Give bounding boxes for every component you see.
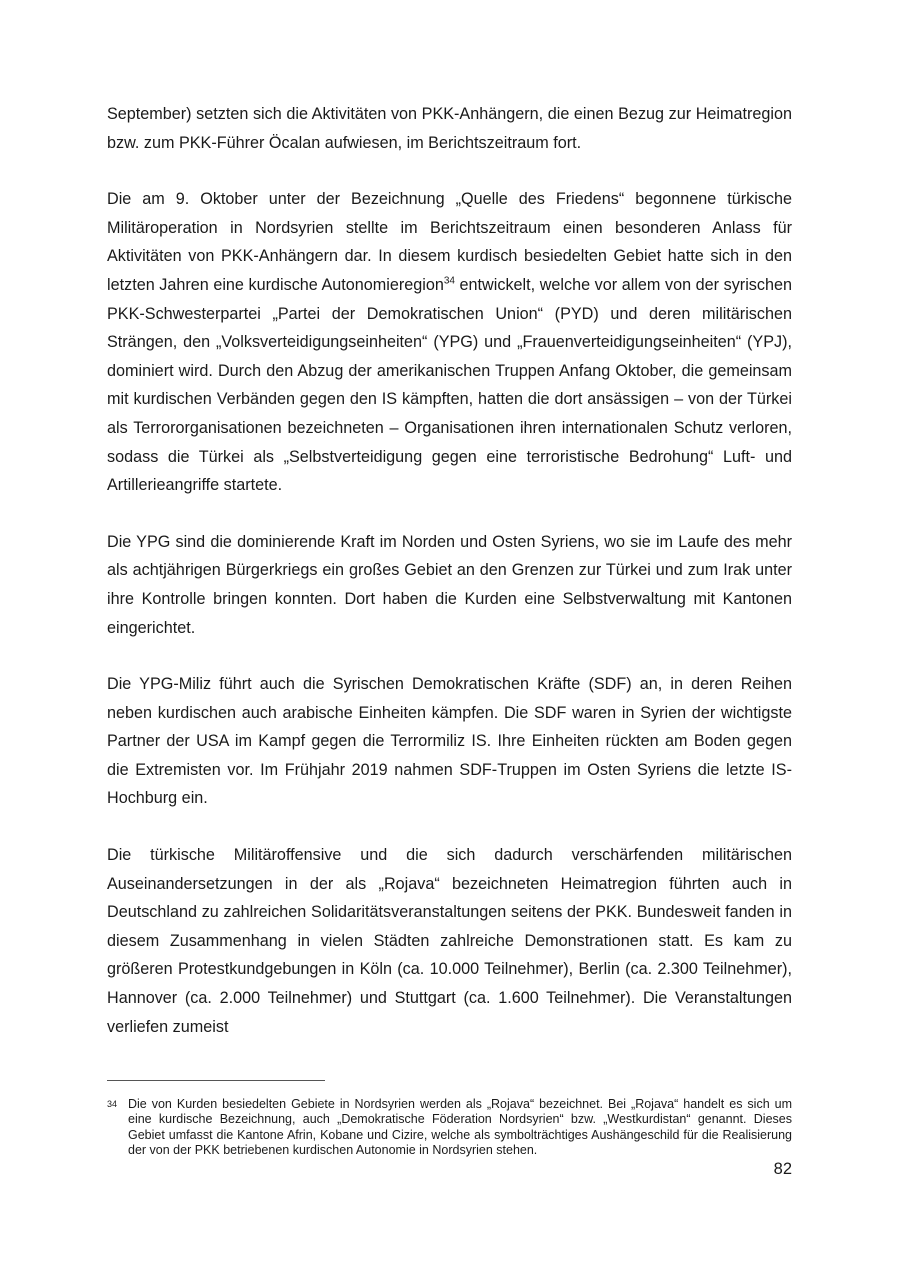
page-body <box>107 100 792 1069</box>
page-number: 82 <box>773 1160 792 1178</box>
footnote-reference[interactable]: 34 <box>443 275 455 287</box>
paragraph-2-text-before-ref: Die am 9. Oktober unter der Bezeichnung „Quelle des Friedens“ begonnene türkische Militäroperation in Nordsyrien stellte im Berichtszeitraum einen besonderen Anlass für Aktivitäten von PKK-Anhängern dar. In diesem kurdisch besiedelten Gebiet hatte sich in den letzten Jahren eine kurdische Autonomieregion <box>107 190 792 294</box>
paragraph-1: September) setzten sich die Aktivitäten von PKK-Anhängern, die einen Bezug zur Heimatregion bzw. zum PKK-Führer Öcalan aufwiesen, im Berichtszeitraum fort. <box>107 105 792 152</box>
paragraph-3: Die YPG sind die dominierende Kraft im Norden und Osten Syriens, wo sie im Laufe des mehr als achtjährigen Bürgerkriegs ein großes Gebiet an den Grenzen zur Türkei und zum Irak unter ihre Kontrolle bringen konnten. Dort haben die Kurden eine Selbstverwaltung mit Kantonen eingerichtet. <box>107 532 792 637</box>
footnote-text: Die von Kurden besiedelten Gebiete in Nordsyrien werden als „Rojava“ bezeichnet. Bei „Rojava“ handelt es sich um eine kurdische Bezeichnung, auch „Demokratische Föderation Nordsyrien“ bzw. „Westkurdistan“ genannt. Dieses Gebiet umfasst die Kantone Afrin, Kobane und Cizire, welche als symbolträchtiges Aushängeschild für die Realisierung der von der PKK betriebenen kurdischen Autonomie in Nordsyrien stehen. <box>128 1097 792 1158</box>
paragraph-2 <box>107 185 792 500</box>
paragraph-2-text-after-ref: entwickelt, welche vor allem von der syrischen PKK-Schwesterpartei „Partei der Demokratischen Union“ (PYD) und deren militärischen Strängen, den „Volksverteidigungseinheiten“ (YPG) und „Frauenverteidigungseinheiten“ (YPJ), dominiert wird. Durch den Abzug der amerikanischen Truppen Anfang Oktober, die gemeinsam mit kurdischen Verbänden gegen den IS kämpften, hatten die dort ansässigen – von der Türkei als Terrororganisationen bezeichneten – Organisationen ihren internationalen Schutz verloren, sodass die Türkei als „Selbstverteidigung gegen eine terroristische Bedrohung“ Luft- und Artillerieangriffe startete. <box>107 275 792 495</box>
footnote-mark: 34 <box>107 1099 118 1109</box>
paragraph-5: Die türkische Militäroffensive und die sich dadurch verschärfenden militärischen Auseinandersetzungen in der als „Rojava“ bezeichneten Heimatregion führten auch in Deutschland zu zahlreichen Solidaritätsveranstaltungen seitens der PKK. Bundesweit fanden in diesem Zusammenhang in vielen Städten zahlreiche Demonstrationen statt. Es kam zu größeren Protestkundgebungen in Köln (ca. 10.000 Teilnehmer), Berlin (ca. 2.300 Teilnehmer), Hannover (ca. 2.000 Teilnehmer) und Stuttgart (ca. 1.600 Teilnehmer). Die Veranstaltungen verliefen zumeist <box>107 846 792 1036</box>
footnote <box>107 1097 792 1159</box>
paragraph-4: Die YPG-Miliz führt auch die Syrischen Demokratischen Kräfte (SDF) an, in deren Reihen neben kurdischen auch arabische Einheiten kämpfen. Die SDF waren in Syrien der wichtigste Partner der USA im Kampf gegen die Terrormiliz IS. Ihre Einheiten rückten am Boden gegen die Extremisten vor. Im Frühjahr 2019 nahmen SDF-Truppen im Osten Syriens die letzte IS-Hochburg ein. <box>107 675 792 808</box>
footnote-divider <box>107 1080 325 1081</box>
